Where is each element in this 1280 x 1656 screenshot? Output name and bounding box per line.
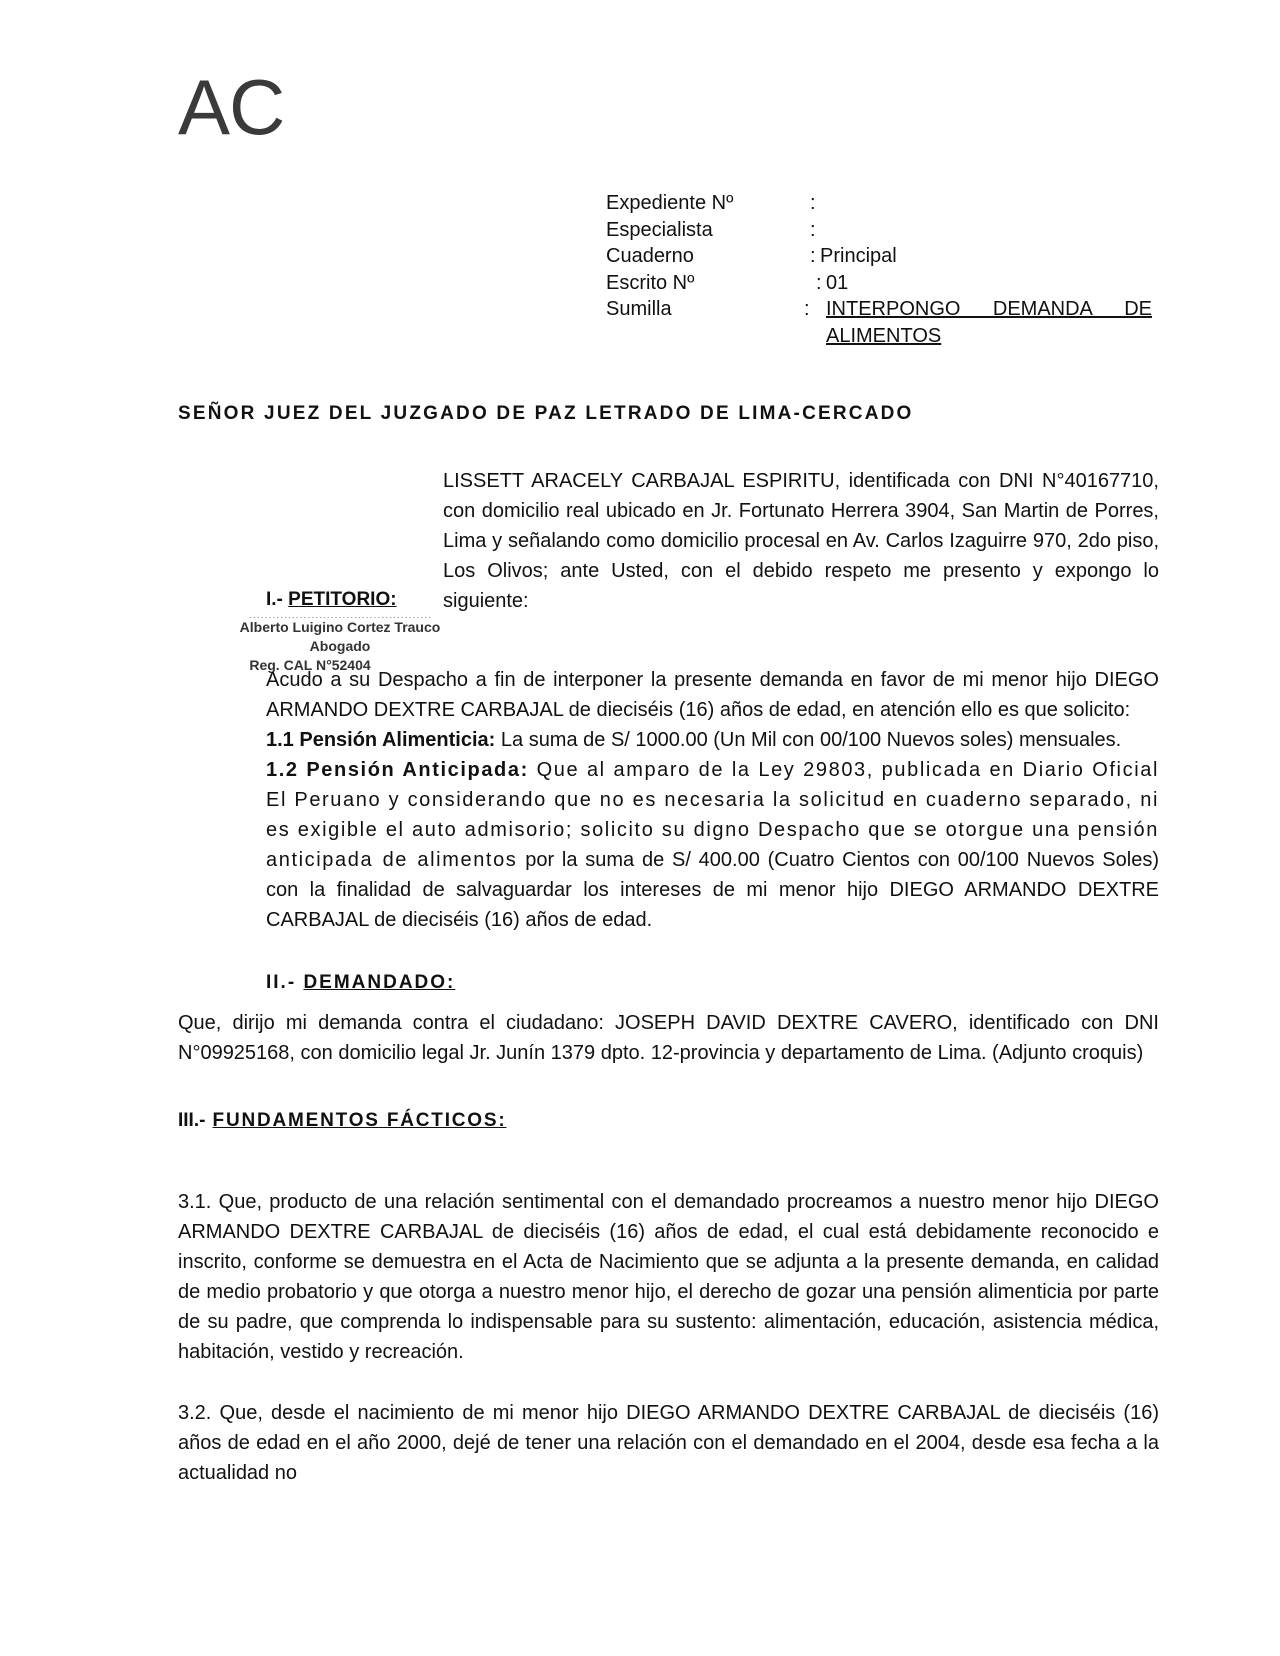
meta-colon: : bbox=[810, 192, 816, 214]
lawyer-role: Abogado bbox=[309, 638, 371, 654]
section-demandado-heading bbox=[266, 972, 455, 994]
item-text: por la suma de S/ 400.00 (Cuatro Cientos con 00/100 Nuevos Soles) con la finalidad de salvaguardar los intereses de mi menor hijo DIEGO ARMANDO DEXTRE CARBAJAL de dieciséis (16) años de edad. bbox=[266, 849, 1160, 931]
document-title: SEÑOR JUEZ DEL JUZGADO DE PAZ LETRADO DE LIMA-CERCADO bbox=[178, 403, 914, 424]
meta-key: Expediente Nº bbox=[606, 192, 734, 214]
demandado-paragraph: Que, dirijo mi demanda contra el ciudadano: JOSEPH DAVID DEXTRE CAVERO, identificado con DNI N°09925168, con domicilio legal Jr. Junín 1379 dpto. 12-provincia y departamento de Lima. (Adjunto croquis) bbox=[178, 1012, 1159, 1064]
meta-value: Principal bbox=[820, 245, 897, 267]
meta-colon: : bbox=[810, 218, 816, 241]
lawyer-name: Alberto Luigino Cortez Trauco bbox=[239, 619, 441, 635]
meta-key: Cuaderno bbox=[606, 245, 694, 267]
petitorio-body bbox=[266, 665, 1159, 935]
section-prefix: II.- bbox=[266, 972, 297, 993]
meta-row-escrito bbox=[606, 270, 1166, 297]
case-metadata bbox=[606, 190, 1166, 349]
meta-row-expediente bbox=[606, 190, 1166, 217]
item-label: 1.1 Pensión Alimenticia: bbox=[266, 729, 496, 751]
meta-value: 01 bbox=[826, 271, 849, 294]
section-prefix: III.- bbox=[178, 1110, 206, 1131]
sumilla-line-1: INTERPONGO DEMANDA DE bbox=[826, 298, 1152, 320]
meta-colon: : bbox=[810, 245, 816, 267]
meta-row-cuaderno bbox=[606, 243, 1166, 270]
item-label: 1.2 Pensión Anticipada: bbox=[266, 759, 529, 781]
meta-key: Especialista bbox=[606, 218, 713, 241]
signature-line: ............................................... bbox=[248, 610, 432, 618]
petitorio-paragraph: Acudo a su Despacho a fin de interponer la presente demanda en favor de mi menor hijo DIEGO ARMANDO DEXTRE CARBAJAL de dieciséis (16) años de edad, en atención ello es que solicito: bbox=[266, 669, 1159, 721]
section-prefix: I.- bbox=[266, 589, 283, 610]
meta-key: Escrito Nº bbox=[606, 271, 695, 294]
meta-row-sumilla bbox=[606, 296, 1166, 349]
fundamento-3-1: 3.1. Que, producto de una relación sentimental con el demandado procreamos a nuestro menor hijo DIEGO ARMANDO DEXTRE CARBAJAL de dieciséis (16) años de edad, el cual está debidamente reconocido e inscrito, conforme se demuestra en el Acta de Nacimiento que se adjunta a la presente demanda, en calidad de medio probatorio y que otorga a nuestro menor hijo, el derecho de gozar una pensión alimenticia por parte de su padre, que comprenda lo indispensable para su sustento: alimentación, educación, asistencia médica, habitación, vestido y recreación. bbox=[178, 1191, 1159, 1363]
section-fundamentos-heading bbox=[178, 1110, 507, 1132]
section-title: FUNDAMENTOS FÁCTICOS: bbox=[212, 1110, 507, 1131]
meta-key: Sumilla bbox=[606, 298, 672, 320]
meta-colon: : bbox=[816, 271, 822, 294]
intro-paragraph: LISSETT ARACELY CARBAJAL ESPIRITU, identificada con DNI N°40167710, con domicilio real ubicado en Jr. Fortunato Herrera 3904, San Martin de Porres, Lima y señalando como domicilio procesal en Av. Carlos Izaguirre 970, 2do piso, Los Olivos; ante Usted, con el debido respeto me presento y expongo lo siguiente: bbox=[443, 470, 1159, 612]
petitorio-item-2 bbox=[266, 755, 1159, 935]
item-text: La suma de S/ 1000.00 (Un Mil con 00/100 Nuevos soles) mensuales. bbox=[495, 729, 1122, 751]
meta-colon: : bbox=[804, 298, 810, 320]
section-petitorio-heading bbox=[266, 589, 397, 611]
petitorio-item-1 bbox=[266, 725, 1159, 755]
meta-row-especialista bbox=[606, 217, 1166, 244]
lawyer-registration: Reg. CAL N°52404 bbox=[249, 657, 371, 673]
section-title: PETITORIO: bbox=[288, 589, 397, 610]
fundamento-3-2: 3.2. Que, desde el nacimiento de mi menor hijo DIEGO ARMANDO DEXTRE CARBAJAL de dieciséis (16) años de edad en el año 2000, dejé de tener una relación con el demandado en el 2004, desde esa fecha a la actualidad no bbox=[178, 1402, 1159, 1484]
section-title: DEMANDADO: bbox=[303, 972, 456, 993]
sumilla-line-2: ALIMENTOS bbox=[826, 324, 942, 347]
header-logo: AC bbox=[178, 63, 285, 151]
item-text-spaced: Que al amparo de la Ley 29803, publicada en Diario Oficial El Peruano y considerando que no es necesaria la solicitud en cuaderno separado, ni es exigible el auto admisorio; solicito su digno Despacho que se otorgue una pensión anticipada de alimentos bbox=[266, 759, 1159, 871]
